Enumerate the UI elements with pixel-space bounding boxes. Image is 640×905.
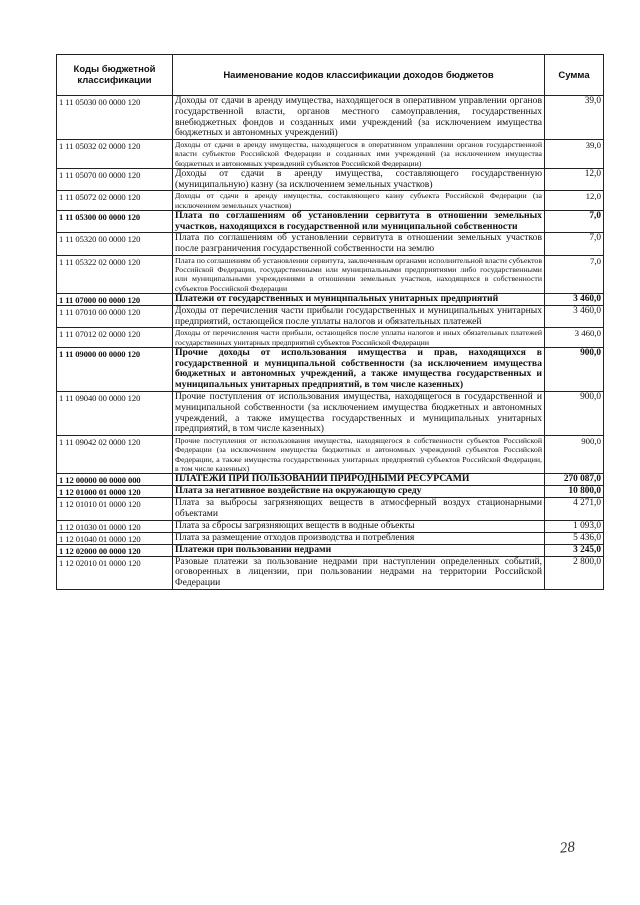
table-body [57, 96, 604, 590]
row-code: 1 11 09000 00 0000 120 [57, 347, 173, 391]
row-code: 1 11 05030 00 0000 120 [57, 96, 173, 140]
row-code: 1 11 09042 02 0000 120 [57, 436, 173, 474]
row-name: Плата по соглашениям об установлении сервитута, заключенным органами исполнительной власти субъектов Российской Федерации, государственными или муниципальными предприятиями либо государственными или муниципальными учреждениями в отношении земельных участков, находящихся в собственности субъектов Российской Федерации [173, 255, 545, 293]
row-name: Плата по соглашениям об установлении сервитута в отношении земельных участков, находящихся в государственной или муниципальной собственности [173, 210, 545, 233]
table-row [57, 544, 604, 556]
row-sum: 10 800,0 [545, 485, 604, 497]
table-row [57, 293, 604, 305]
row-name: Доходы от сдачи в аренду имущества, находящегося в оперативном управлении органов государственной власти субъектов Российской Федерации и созданных ими учреждений (за исключением имущества бюджетных и автономных учреждений субъектов Российской Федерации) [173, 140, 545, 169]
row-name: Платежи от государственных и муниципальных унитарных предприятий [173, 293, 545, 305]
row-name: Плата за негативное воздействие на окружающую среду [173, 485, 545, 497]
row-name: Доходы от перечисления части прибыли государственных и муниципальных унитарных предприятий, остающейся после уплаты налогов и обязательных платежей [173, 305, 545, 328]
row-code: 1 11 05322 02 0000 120 [57, 255, 173, 293]
row-code: 1 12 01030 01 0000 120 [57, 520, 173, 532]
row-sum: 900,0 [545, 391, 604, 435]
table-row [57, 347, 604, 391]
row-name: Прочие доходы от использования имущества и прав, находящихся в государственной и муниципальной собственности (за исключением имущества бюджетных и автономных учреждений, а также имущества государственных и муниципальных унитарных предприятий, в том числе казенных) [173, 347, 545, 391]
row-sum: 39,0 [545, 96, 604, 140]
row-sum: 7,0 [545, 210, 604, 233]
row-code: 1 11 05320 00 0000 120 [57, 233, 173, 256]
table-row [57, 436, 604, 474]
row-sum: 39,0 [545, 140, 604, 169]
row-code: 1 12 01040 01 0000 120 [57, 532, 173, 544]
row-sum: 3 460,0 [545, 293, 604, 305]
table-row [57, 96, 604, 140]
row-sum: 3 460,0 [545, 328, 604, 347]
table-row [57, 485, 604, 497]
row-sum: 12,0 [545, 168, 604, 191]
table-header [57, 55, 604, 96]
row-sum: 7,0 [545, 255, 604, 293]
table-row [57, 210, 604, 233]
row-code: 1 12 00000 00 0000 000 [57, 473, 173, 485]
table-row [57, 520, 604, 532]
row-sum: 1 093,0 [545, 520, 604, 532]
table-row [57, 391, 604, 435]
row-name: ПЛАТЕЖИ ПРИ ПОЛЬЗОВАНИИ ПРИРОДНЫМИ РЕСУРСАМИ [173, 473, 545, 485]
row-code: 1 12 01000 01 0000 120 [57, 485, 173, 497]
header-sum: Сумма [545, 55, 604, 96]
row-name: Платежи при пользовании недрами [173, 544, 545, 556]
row-code: 1 11 09040 00 0000 120 [57, 391, 173, 435]
row-sum: 3 245,0 [545, 544, 604, 556]
table-row [57, 191, 604, 210]
header-row [57, 55, 604, 96]
row-name: Доходы от сдачи в аренду имущества, составляющего казну субъекта Российской Федерации (за исключением земельных участков) [173, 191, 545, 210]
row-sum: 4 271,0 [545, 497, 604, 520]
row-code: 1 12 02010 01 0000 120 [57, 556, 173, 589]
row-name: Доходы от перечисления части прибыли, остающейся после уплаты налогов и иных обязательных платежей государственных унитарных предприятий субъектов Российской Федерации [173, 328, 545, 347]
row-sum: 7,0 [545, 233, 604, 256]
table-row [57, 473, 604, 485]
budget-revenue-table [56, 54, 604, 590]
row-sum: 3 460,0 [545, 305, 604, 328]
row-name: Прочие поступления от использования имущества, находящегося в собственности субъектов Российской Федерации (за исключением имущества бюджетных и автономных учреждений субъектов Российской Федерации, а также имущества государственных унитарных предприятий субъектов Российской Федерации, в том числе казенных) [173, 436, 545, 474]
row-name: Доходы от сдачи в аренду имущества, находящегося в оперативном управлении органов государственной власти, органов местного самоуправления, государственных внебюджетных фондов и созданных ими учреждений (за исключением имущества бюджетных и автономных учреждений) [173, 96, 545, 140]
table-row [57, 305, 604, 328]
row-code: 1 11 05070 00 0000 120 [57, 168, 173, 191]
row-sum: 900,0 [545, 436, 604, 474]
row-code: 1 11 07012 02 0000 120 [57, 328, 173, 347]
table-row [57, 328, 604, 347]
row-name: Прочие поступления от использования имущества, находящегося в государственной и муниципальной собственности (за исключением имущества бюджетных и автономных учреждений, а также имущества государственных и муниципальных унитарных предприятий, в том числе казенных) [173, 391, 545, 435]
header-codes: Коды бюджетной классификации [57, 55, 173, 96]
row-sum: 2 800,0 [545, 556, 604, 589]
row-code: 1 12 02000 00 0000 120 [57, 544, 173, 556]
row-code: 1 11 05300 00 0000 120 [57, 210, 173, 233]
row-code: 1 11 07000 00 0000 120 [57, 293, 173, 305]
page-number: 28 [559, 839, 576, 857]
row-code: 1 11 05032 02 0000 120 [57, 140, 173, 169]
row-sum: 5 436,0 [545, 532, 604, 544]
table-row [57, 532, 604, 544]
row-name: Доходы от сдачи в аренду имущества, составляющего государственную (муниципальную) казну (за исключением земельных участков) [173, 168, 545, 191]
row-code: 1 11 07010 00 0000 120 [57, 305, 173, 328]
row-name: Плата за размещение отходов производства и потребления [173, 532, 545, 544]
row-code: 1 12 01010 01 0000 120 [57, 497, 173, 520]
table-row [57, 255, 604, 293]
table-row [57, 140, 604, 169]
table-row [57, 556, 604, 589]
row-name: Плата за сбросы загрязняющих веществ в водные объекты [173, 520, 545, 532]
row-code: 1 11 05072 02 0000 120 [57, 191, 173, 210]
row-sum: 270 087,0 [545, 473, 604, 485]
row-name: Плата за выбросы загрязняющих веществ в атмосферный воздух стационарными объектами [173, 497, 545, 520]
row-name: Разовые платежи за пользование недрами при наступлении определенных событий, оговоренных в лицензии, при пользовании недрами на территории Российской Федерации [173, 556, 545, 589]
row-sum: 900,0 [545, 347, 604, 391]
row-sum: 12,0 [545, 191, 604, 210]
table-row [57, 168, 604, 191]
header-name: Наименование кодов классификации доходов бюджетов [173, 55, 545, 96]
row-name: Плата по соглашениям об установлении сервитута в отношении земельных участков после разграничения государственной собственности на землю [173, 233, 545, 256]
table-row [57, 233, 604, 256]
table-row [57, 497, 604, 520]
